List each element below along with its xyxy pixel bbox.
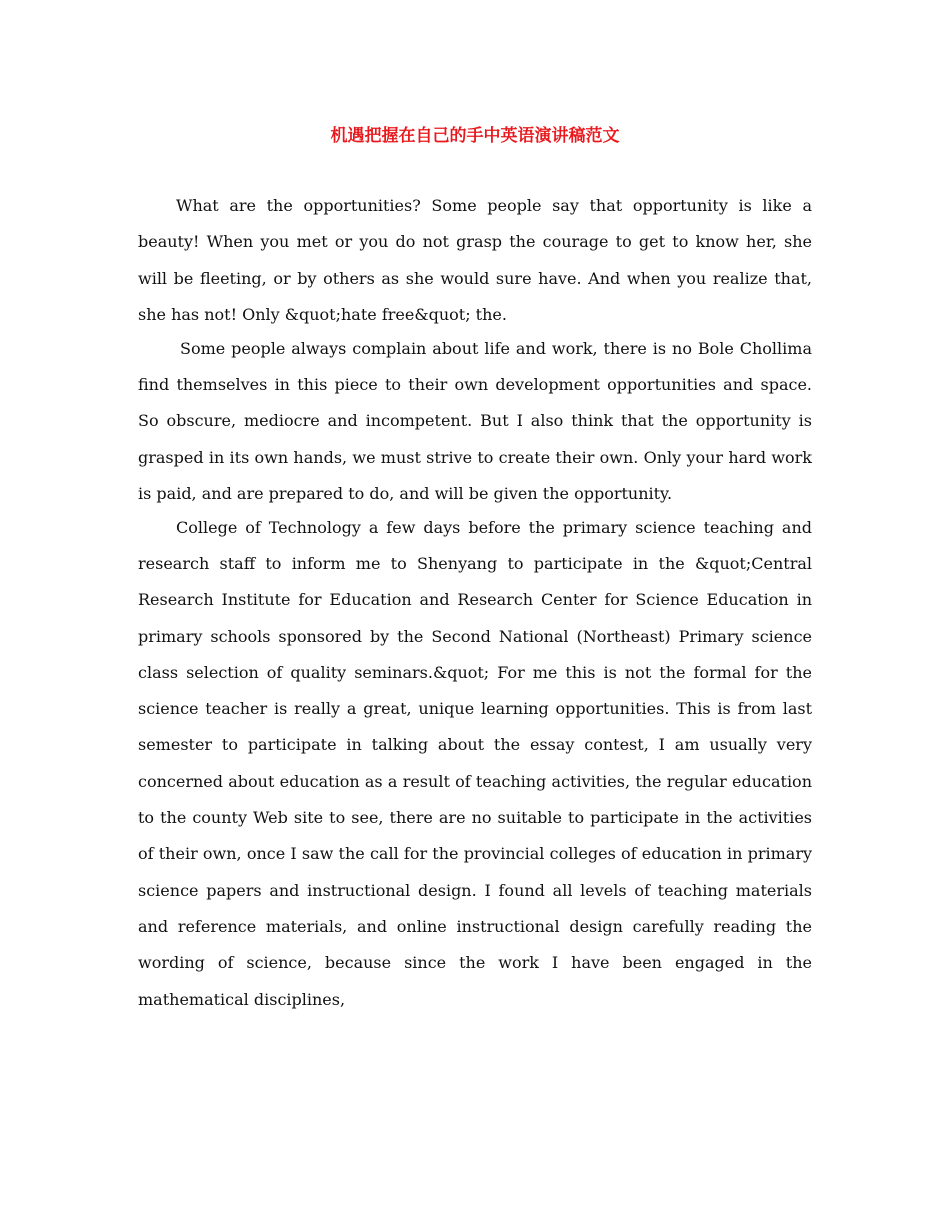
document-body [138,188,812,1015]
paragraph-3: College of Technology a few days before the primary science teaching and research staff to inform me to Shenyang to participate in the &quot;Central Research Institute for Education and Research Center for Science Education in primary schools sponsored by the Second National (Northeast) Primary science class selection of quality seminars.&quot; For me this is not the formal for the science teacher is really a great, unique learning opportunities. This is from last semester to participate in talking about the essay contest, I am usually very concerned about education as a result of teaching activities, the regular education to the county Web site to see, there are no suitable to participate in the activities of their own, once I saw the call for the provincial colleges of education in primary science papers and instructional design. I found all levels of teaching materials and reference materials, and online instructional design carefully reading the wording of science, because since the work I have been engaged in the mathematical disciplines, [138,517,812,1009]
paragraph-2: Some people always complain about life and work, there is no Bole Chollima find themselves in this piece to their own development opportunities and space. So obscure, mediocre and incompetent. But I also think that the opportunity is grasped in its own hands, we must strive to create their own. Only your hard work is paid, and are prepared to do, and will be given the opportunity. [138,338,812,503]
paragraph-1: What are the opportunities? Some people say that opportunity is like a beauty! When you met or you do not grasp the courage to get to know her, she will be fleeting, or by others as she would sure have. And when you realize that, she has not! Only &quot;hate free&quot; the. [138,196,812,324]
document-title: 机遇把握在自己的手中英语演讲稿范文 [330,126,620,146]
